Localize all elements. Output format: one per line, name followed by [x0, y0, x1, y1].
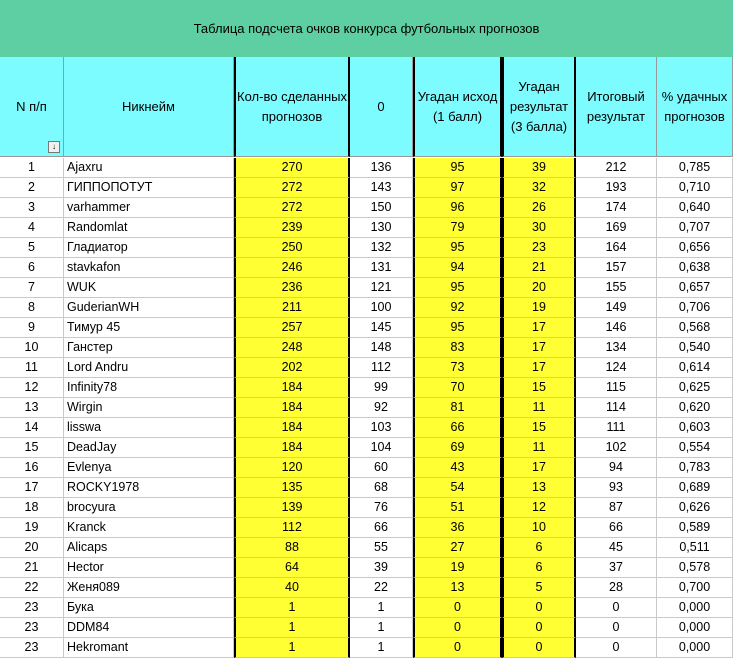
cell-zero-count[interactable]: 66 — [350, 518, 413, 538]
cell-zero-count[interactable]: 92 — [350, 398, 413, 418]
cell-predictions-count[interactable]: 211 — [234, 298, 350, 318]
cell-outcome-guessed[interactable]: 95 — [413, 278, 502, 298]
cell-outcome-guessed[interactable]: 66 — [413, 418, 502, 438]
cell-zero-count[interactable]: 104 — [350, 438, 413, 458]
cell-total-result[interactable]: 155 — [576, 278, 657, 298]
cell-success-percent[interactable]: 0,000 — [657, 618, 733, 638]
cell-nickname[interactable]: DeadJay — [64, 438, 234, 458]
cell-result-guessed[interactable]: 20 — [502, 278, 576, 298]
table-header — [0, 57, 733, 158]
cell-outcome-guessed[interactable]: 54 — [413, 478, 502, 498]
cell-total-result[interactable]: 169 — [576, 218, 657, 238]
cell-total-result[interactable]: 37 — [576, 558, 657, 578]
cell-row-number[interactable]: 16 — [0, 458, 64, 478]
cell-predictions-count[interactable]: 270 — [234, 158, 350, 178]
cell-outcome-guessed[interactable]: 0 — [413, 638, 502, 658]
cell-success-percent[interactable]: 0,640 — [657, 198, 733, 218]
table-row[interactable] — [0, 478, 733, 498]
cell-result-guessed[interactable]: 12 — [502, 498, 576, 518]
cell-predictions-count[interactable]: 139 — [234, 498, 350, 518]
cell-nickname[interactable]: brocyura — [64, 498, 234, 518]
header-zero[interactable]: 0 — [350, 57, 413, 157]
cell-result-guessed[interactable]: 21 — [502, 258, 576, 278]
cell-nickname[interactable]: Lord Andru — [64, 358, 234, 378]
cell-nickname[interactable]: GuderianWH — [64, 298, 234, 318]
cell-zero-count[interactable]: 145 — [350, 318, 413, 338]
cell-zero-count[interactable]: 99 — [350, 378, 413, 398]
cell-row-number[interactable]: 15 — [0, 438, 64, 458]
cell-row-number[interactable]: 13 — [0, 398, 64, 418]
cell-row-number[interactable]: 19 — [0, 518, 64, 538]
cell-zero-count[interactable]: 121 — [350, 278, 413, 298]
header-nickname[interactable]: Никнейм — [64, 57, 234, 157]
cell-nickname[interactable]: Randomlat — [64, 218, 234, 238]
cell-nickname[interactable]: Тимур 45 — [64, 318, 234, 338]
cell-predictions-count[interactable]: 40 — [234, 578, 350, 598]
cell-row-number[interactable]: 23 — [0, 598, 64, 618]
table-row[interactable] — [0, 258, 733, 278]
cell-zero-count[interactable]: 1 — [350, 618, 413, 638]
cell-result-guessed[interactable]: 15 — [502, 378, 576, 398]
cell-predictions-count[interactable]: 64 — [234, 558, 350, 578]
cell-result-guessed[interactable]: 19 — [502, 298, 576, 318]
cell-zero-count[interactable]: 131 — [350, 258, 413, 278]
cell-total-result[interactable]: 193 — [576, 178, 657, 198]
cell-row-number[interactable]: 6 — [0, 258, 64, 278]
cell-predictions-count[interactable]: 272 — [234, 178, 350, 198]
cell-success-percent[interactable]: 0,540 — [657, 338, 733, 358]
cell-success-percent[interactable]: 0,568 — [657, 318, 733, 338]
cell-predictions-count[interactable]: 1 — [234, 638, 350, 658]
cell-row-number[interactable]: 21 — [0, 558, 64, 578]
cell-predictions-count[interactable]: 184 — [234, 378, 350, 398]
cell-nickname[interactable]: ROCKY1978 — [64, 478, 234, 498]
header-predictions-count[interactable]: Кол-во сделанных прогнозов — [234, 57, 350, 157]
cell-success-percent[interactable]: 0,785 — [657, 158, 733, 178]
cell-predictions-count[interactable]: 250 — [234, 238, 350, 258]
cell-predictions-count[interactable]: 1 — [234, 598, 350, 618]
cell-row-number[interactable]: 12 — [0, 378, 64, 398]
cell-predictions-count[interactable]: 135 — [234, 478, 350, 498]
cell-zero-count[interactable]: 60 — [350, 458, 413, 478]
cell-zero-count[interactable]: 100 — [350, 298, 413, 318]
cell-outcome-guessed[interactable]: 13 — [413, 578, 502, 598]
cell-total-result[interactable]: 102 — [576, 438, 657, 458]
cell-success-percent[interactable]: 0,689 — [657, 478, 733, 498]
cell-zero-count[interactable]: 76 — [350, 498, 413, 518]
cell-nickname[interactable]: Kranck — [64, 518, 234, 538]
cell-success-percent[interactable]: 0,625 — [657, 378, 733, 398]
header-outcome-guessed[interactable]: Угадан исход (1 балл) — [413, 57, 502, 157]
cell-success-percent[interactable]: 0,657 — [657, 278, 733, 298]
cell-row-number[interactable]: 10 — [0, 338, 64, 358]
cell-predictions-count[interactable]: 272 — [234, 198, 350, 218]
cell-total-result[interactable]: 45 — [576, 538, 657, 558]
cell-outcome-guessed[interactable]: 73 — [413, 358, 502, 378]
cell-row-number[interactable]: 20 — [0, 538, 64, 558]
cell-result-guessed[interactable]: 11 — [502, 438, 576, 458]
cell-row-number[interactable]: 7 — [0, 278, 64, 298]
table-row[interactable] — [0, 338, 733, 358]
cell-nickname[interactable]: Ганстер — [64, 338, 234, 358]
cell-row-number[interactable]: 4 — [0, 218, 64, 238]
cell-row-number[interactable]: 8 — [0, 298, 64, 318]
cell-nickname[interactable]: ГИППОПОТУТ — [64, 178, 234, 198]
cell-total-result[interactable]: 0 — [576, 638, 657, 658]
cell-predictions-count[interactable]: 184 — [234, 438, 350, 458]
cell-zero-count[interactable]: 68 — [350, 478, 413, 498]
cell-result-guessed[interactable]: 6 — [502, 558, 576, 578]
cell-result-guessed[interactable]: 0 — [502, 638, 576, 658]
cell-outcome-guessed[interactable]: 96 — [413, 198, 502, 218]
table-row[interactable] — [0, 178, 733, 198]
cell-result-guessed[interactable]: 17 — [502, 338, 576, 358]
cell-outcome-guessed[interactable]: 51 — [413, 498, 502, 518]
cell-result-guessed[interactable]: 23 — [502, 238, 576, 258]
cell-predictions-count[interactable]: 246 — [234, 258, 350, 278]
table-row[interactable] — [0, 598, 733, 618]
cell-success-percent[interactable]: 0,000 — [657, 598, 733, 618]
cell-row-number[interactable]: 2 — [0, 178, 64, 198]
cell-outcome-guessed[interactable]: 95 — [413, 238, 502, 258]
cell-total-result[interactable]: 0 — [576, 618, 657, 638]
cell-nickname[interactable]: Infinity78 — [64, 378, 234, 398]
cell-row-number[interactable]: 17 — [0, 478, 64, 498]
table-title: Таблица подсчета очков конкурса футбольных прогнозов — [0, 0, 733, 58]
cell-nickname[interactable]: Wirgin — [64, 398, 234, 418]
cell-zero-count[interactable]: 22 — [350, 578, 413, 598]
cell-nickname[interactable]: Женя089 — [64, 578, 234, 598]
cell-total-result[interactable]: 134 — [576, 338, 657, 358]
cell-result-guessed[interactable]: 26 — [502, 198, 576, 218]
cell-predictions-count[interactable]: 248 — [234, 338, 350, 358]
cell-zero-count[interactable]: 1 — [350, 598, 413, 618]
cell-outcome-guessed[interactable]: 43 — [413, 458, 502, 478]
cell-predictions-count[interactable]: 257 — [234, 318, 350, 338]
table-row[interactable] — [0, 238, 733, 258]
cell-result-guessed[interactable]: 30 — [502, 218, 576, 238]
cell-nickname[interactable]: Ajaxru — [64, 158, 234, 178]
cell-row-number[interactable]: 23 — [0, 638, 64, 658]
cell-result-guessed[interactable]: 32 — [502, 178, 576, 198]
cell-result-guessed[interactable]: 17 — [502, 458, 576, 478]
cell-nickname[interactable]: stavkafon — [64, 258, 234, 278]
cell-success-percent[interactable]: 0,656 — [657, 238, 733, 258]
cell-row-number[interactable]: 18 — [0, 498, 64, 518]
cell-zero-count[interactable]: 112 — [350, 358, 413, 378]
cell-row-number[interactable]: 3 — [0, 198, 64, 218]
table-row[interactable] — [0, 218, 733, 238]
cell-zero-count[interactable]: 136 — [350, 158, 413, 178]
cell-outcome-guessed[interactable]: 69 — [413, 438, 502, 458]
cell-nickname[interactable]: Hekromant — [64, 638, 234, 658]
cell-predictions-count[interactable]: 1 — [234, 618, 350, 638]
header-result-guessed[interactable]: Угадан результат (3 балла) — [502, 57, 576, 157]
cell-success-percent[interactable]: 0,603 — [657, 418, 733, 438]
cell-success-percent[interactable]: 0,710 — [657, 178, 733, 198]
cell-zero-count[interactable]: 55 — [350, 538, 413, 558]
table-row[interactable] — [0, 318, 733, 338]
cell-success-percent[interactable]: 0,589 — [657, 518, 733, 538]
header-number[interactable] — [0, 57, 64, 157]
cell-success-percent[interactable]: 0,626 — [657, 498, 733, 518]
cell-outcome-guessed[interactable]: 83 — [413, 338, 502, 358]
filter-sort-icon[interactable]: ↓ — [48, 141, 60, 153]
cell-success-percent[interactable]: 0,620 — [657, 398, 733, 418]
cell-result-guessed[interactable]: 15 — [502, 418, 576, 438]
cell-zero-count[interactable]: 150 — [350, 198, 413, 218]
table-row[interactable] — [0, 198, 733, 218]
table-row[interactable] — [0, 578, 733, 598]
cell-predictions-count[interactable]: 236 — [234, 278, 350, 298]
cell-success-percent[interactable]: 0,511 — [657, 538, 733, 558]
cell-total-result[interactable]: 149 — [576, 298, 657, 318]
cell-nickname[interactable]: Hector — [64, 558, 234, 578]
cell-total-result[interactable]: 94 — [576, 458, 657, 478]
cell-predictions-count[interactable]: 202 — [234, 358, 350, 378]
table-row[interactable] — [0, 378, 733, 398]
cell-row-number[interactable]: 14 — [0, 418, 64, 438]
cell-outcome-guessed[interactable]: 0 — [413, 618, 502, 638]
cell-success-percent[interactable]: 0,700 — [657, 578, 733, 598]
cell-row-number[interactable]: 1 — [0, 158, 64, 178]
table-row[interactable] — [0, 278, 733, 298]
cell-zero-count[interactable]: 148 — [350, 338, 413, 358]
cell-total-result[interactable]: 157 — [576, 258, 657, 278]
cell-result-guessed[interactable]: 10 — [502, 518, 576, 538]
cell-nickname[interactable]: WUK — [64, 278, 234, 298]
cell-total-result[interactable]: 93 — [576, 478, 657, 498]
cell-zero-count[interactable]: 1 — [350, 638, 413, 658]
table-row[interactable] — [0, 298, 733, 318]
cell-zero-count[interactable]: 143 — [350, 178, 413, 198]
table-row[interactable] — [0, 418, 733, 438]
cell-outcome-guessed[interactable]: 95 — [413, 318, 502, 338]
cell-total-result[interactable]: 115 — [576, 378, 657, 398]
table-row[interactable] — [0, 638, 733, 658]
cell-success-percent[interactable]: 0,706 — [657, 298, 733, 318]
cell-outcome-guessed[interactable]: 92 — [413, 298, 502, 318]
cell-total-result[interactable]: 124 — [576, 358, 657, 378]
cell-predictions-count[interactable]: 120 — [234, 458, 350, 478]
cell-success-percent[interactable]: 0,707 — [657, 218, 733, 238]
cell-outcome-guessed[interactable]: 95 — [413, 158, 502, 178]
cell-predictions-count[interactable]: 184 — [234, 398, 350, 418]
cell-success-percent[interactable]: 0,614 — [657, 358, 733, 378]
cell-total-result[interactable]: 111 — [576, 418, 657, 438]
cell-outcome-guessed[interactable]: 19 — [413, 558, 502, 578]
cell-outcome-guessed[interactable]: 97 — [413, 178, 502, 198]
table-row[interactable] — [0, 398, 733, 418]
cell-row-number[interactable]: 11 — [0, 358, 64, 378]
cell-outcome-guessed[interactable]: 79 — [413, 218, 502, 238]
cell-success-percent[interactable]: 0,554 — [657, 438, 733, 458]
cell-row-number[interactable]: 5 — [0, 238, 64, 258]
cell-total-result[interactable]: 28 — [576, 578, 657, 598]
cell-success-percent[interactable]: 0,638 — [657, 258, 733, 278]
cell-zero-count[interactable]: 103 — [350, 418, 413, 438]
cell-nickname[interactable]: Бука — [64, 598, 234, 618]
cell-total-result[interactable]: 66 — [576, 518, 657, 538]
cell-total-result[interactable]: 174 — [576, 198, 657, 218]
cell-zero-count[interactable]: 130 — [350, 218, 413, 238]
cell-outcome-guessed[interactable]: 36 — [413, 518, 502, 538]
cell-total-result[interactable]: 0 — [576, 598, 657, 618]
table-row[interactable] — [0, 618, 733, 638]
cell-success-percent[interactable]: 0,000 — [657, 638, 733, 658]
cell-predictions-count[interactable]: 239 — [234, 218, 350, 238]
table-row[interactable] — [0, 498, 733, 518]
cell-outcome-guessed[interactable]: 70 — [413, 378, 502, 398]
table-row[interactable] — [0, 558, 733, 578]
cell-nickname[interactable]: Evlenya — [64, 458, 234, 478]
cell-result-guessed[interactable]: 39 — [502, 158, 576, 178]
cell-zero-count[interactable]: 132 — [350, 238, 413, 258]
cell-nickname[interactable]: Гладиатор — [64, 238, 234, 258]
cell-predictions-count[interactable]: 184 — [234, 418, 350, 438]
cell-total-result[interactable]: 146 — [576, 318, 657, 338]
cell-predictions-count[interactable]: 112 — [234, 518, 350, 538]
cell-total-result[interactable]: 212 — [576, 158, 657, 178]
cell-result-guessed[interactable]: 13 — [502, 478, 576, 498]
table-row[interactable] — [0, 438, 733, 458]
cell-outcome-guessed[interactable]: 27 — [413, 538, 502, 558]
cell-result-guessed[interactable]: 0 — [502, 618, 576, 638]
cell-result-guessed[interactable]: 17 — [502, 318, 576, 338]
table-row[interactable] — [0, 158, 733, 178]
header-total-result[interactable]: Итоговый результат — [576, 57, 657, 157]
cell-row-number[interactable]: 23 — [0, 618, 64, 638]
table-row[interactable] — [0, 538, 733, 558]
cell-outcome-guessed[interactable]: 0 — [413, 598, 502, 618]
cell-zero-count[interactable]: 39 — [350, 558, 413, 578]
cell-predictions-count[interactable]: 88 — [234, 538, 350, 558]
cell-success-percent[interactable]: 0,578 — [657, 558, 733, 578]
cell-total-result[interactable]: 87 — [576, 498, 657, 518]
cell-nickname[interactable]: Alicaps — [64, 538, 234, 558]
cell-result-guessed[interactable]: 17 — [502, 358, 576, 378]
cell-result-guessed[interactable]: 5 — [502, 578, 576, 598]
header-number-label: N п/п — [16, 98, 47, 114]
cell-success-percent[interactable]: 0,783 — [657, 458, 733, 478]
cell-result-guessed[interactable]: 6 — [502, 538, 576, 558]
cell-total-result[interactable]: 114 — [576, 398, 657, 418]
cell-nickname[interactable]: lisswa — [64, 418, 234, 438]
cell-result-guessed[interactable]: 11 — [502, 398, 576, 418]
table-row[interactable] — [0, 518, 733, 538]
cell-outcome-guessed[interactable]: 94 — [413, 258, 502, 278]
cell-result-guessed[interactable]: 0 — [502, 598, 576, 618]
cell-row-number[interactable]: 22 — [0, 578, 64, 598]
cell-outcome-guessed[interactable]: 81 — [413, 398, 502, 418]
cell-nickname[interactable]: varhammer — [64, 198, 234, 218]
table-row[interactable] — [0, 458, 733, 478]
header-success-percent[interactable]: % удачных прогнозов — [657, 57, 733, 157]
cell-row-number[interactable]: 9 — [0, 318, 64, 338]
cell-total-result[interactable]: 164 — [576, 238, 657, 258]
table-row[interactable] — [0, 358, 733, 378]
cell-nickname[interactable]: DDM84 — [64, 618, 234, 638]
